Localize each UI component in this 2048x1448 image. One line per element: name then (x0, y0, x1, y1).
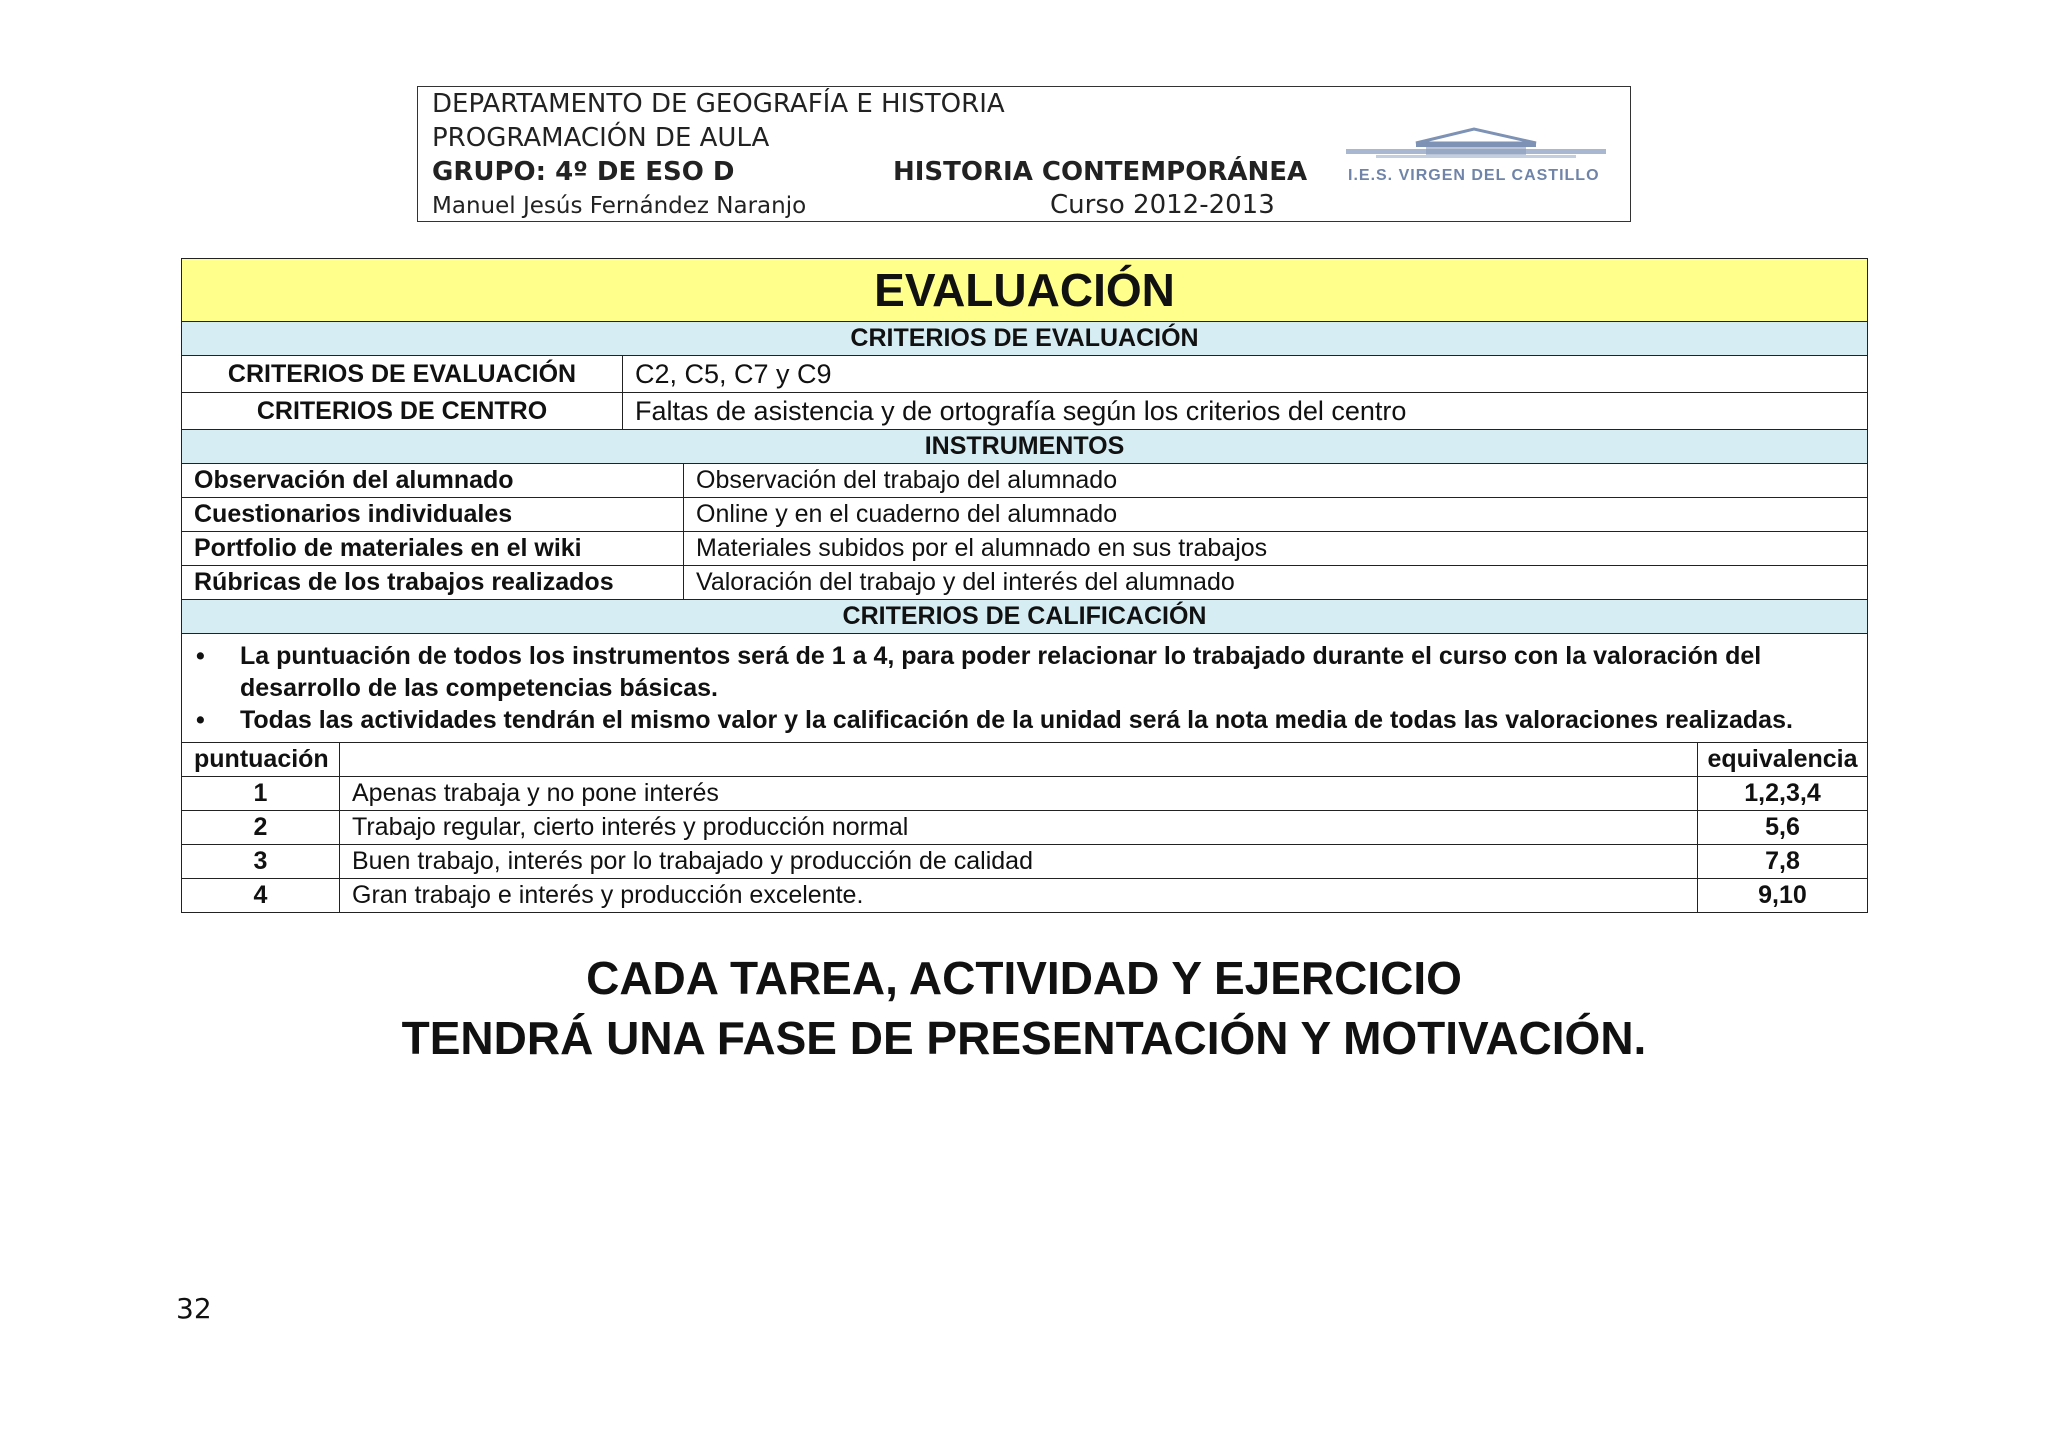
table-row (182, 497, 1867, 531)
table-row (182, 810, 1867, 844)
table-title: EVALUACIÓN (874, 264, 1175, 316)
section-header-instruments: INSTRUMENTOS (182, 429, 1867, 463)
bullet-icon: • (196, 706, 205, 734)
list-item: • Todas las actividades tendrán el mismo valor y la calificación de la unidad será la nota media de todas las valoraciones realizadas. (196, 706, 1793, 734)
section-header-criteria: CRITERIOS DE EVALUACIÓN (182, 321, 1867, 355)
group-label: GRUPO: 4º DE ESO D (432, 157, 735, 187)
motto-line-2: TENDRÁ UNA FASE DE PRESENTACIÓN Y MOTIVACIÓN. (401, 1012, 1647, 1064)
instrument-name: Portfolio de materiales en el wiki (194, 534, 582, 562)
score-description: Gran trabajo e interés y producción excelente. (339, 879, 1697, 912)
table-title-row (182, 259, 1867, 321)
score-value: 4 (253, 881, 268, 909)
grading-bullets (182, 634, 1867, 742)
grading-bullets-row (182, 633, 1867, 742)
score-equivalence: 5,6 (1697, 811, 1867, 844)
equivalence-header: equivalencia (1697, 743, 1867, 776)
instrument-description: Valoración del trabajo y del interés del alumnado (683, 566, 1867, 599)
document-header (417, 86, 1631, 222)
table-row (182, 531, 1867, 565)
criteria-label: CRITERIOS DE EVALUACIÓN (227, 359, 577, 388)
score-header-row (182, 742, 1867, 776)
table-row (182, 776, 1867, 810)
score-value: 2 (253, 813, 268, 841)
program-name: PROGRAMACIÓN DE AULA (432, 123, 770, 153)
score-equivalence: 9,10 (1697, 879, 1867, 912)
table-row (182, 392, 1867, 429)
score-description: Apenas trabaja y no pone interés (339, 777, 1697, 810)
instrument-name: Rúbricas de los trabajos realizados (194, 568, 614, 596)
motto-line-1: CADA TAREA, ACTIVIDAD Y EJERCICIO (586, 952, 1462, 1004)
table-row (182, 355, 1867, 392)
subject-label: HISTORIA CONTEMPORÁNEA (893, 157, 1308, 187)
author-name: Manuel Jesús Fernández Naranjo (432, 193, 807, 219)
criteria-value: C2, C5, C7 y C9 (622, 356, 1867, 392)
table-row (182, 878, 1867, 912)
page-number: 32 (176, 1292, 212, 1325)
instrument-description: Observación del trabajo del alumnado (683, 464, 1867, 497)
criteria-value: Faltas de asistencia y de ortografía según los criterios del centro (622, 393, 1867, 429)
evaluation-table (181, 258, 1868, 913)
score-value: 1 (253, 779, 268, 807)
score-header: puntuación (194, 745, 329, 773)
department-name: DEPARTAMENTO DE GEOGRAFÍA E HISTORIA (432, 89, 1005, 119)
course-year: Curso 2012-2013 (1050, 190, 1275, 220)
criteria-label: CRITERIOS DE CENTRO (256, 396, 548, 425)
school-logo (1336, 123, 1612, 195)
instrument-name: Observación del alumnado (194, 466, 514, 494)
description-header (339, 743, 1697, 776)
score-equivalence: 7,8 (1697, 845, 1867, 878)
score-description: Buen trabajo, interés por lo trabajado y producción de calidad (339, 845, 1697, 878)
list-item: • La puntuación de todos los instrumentos será de 1 a 4, para poder relacionar lo trabajado durante el curso con la valoración del desarrollo de las competencias básicas. (196, 642, 1762, 702)
instrument-description: Materiales subidos por el alumnado en sus trabajos (683, 532, 1867, 565)
table-row (182, 565, 1867, 599)
instrument-description: Online y en el cuaderno del alumnado (683, 498, 1867, 531)
bullet-icon: • (196, 642, 205, 670)
score-equivalence: 1,2,3,4 (1697, 777, 1867, 810)
table-row (182, 844, 1867, 878)
table-row (182, 463, 1867, 497)
logo-lettering: I.E.S. VIRGEN DEL CASTILLO (1348, 167, 1600, 184)
section-header-grading: CRITERIOS DE CALIFICACIÓN (182, 599, 1867, 633)
instrument-name: Cuestionarios individuales (194, 500, 513, 528)
score-description: Trabajo regular, cierto interés y producción normal (339, 811, 1697, 844)
score-value: 3 (253, 847, 268, 875)
